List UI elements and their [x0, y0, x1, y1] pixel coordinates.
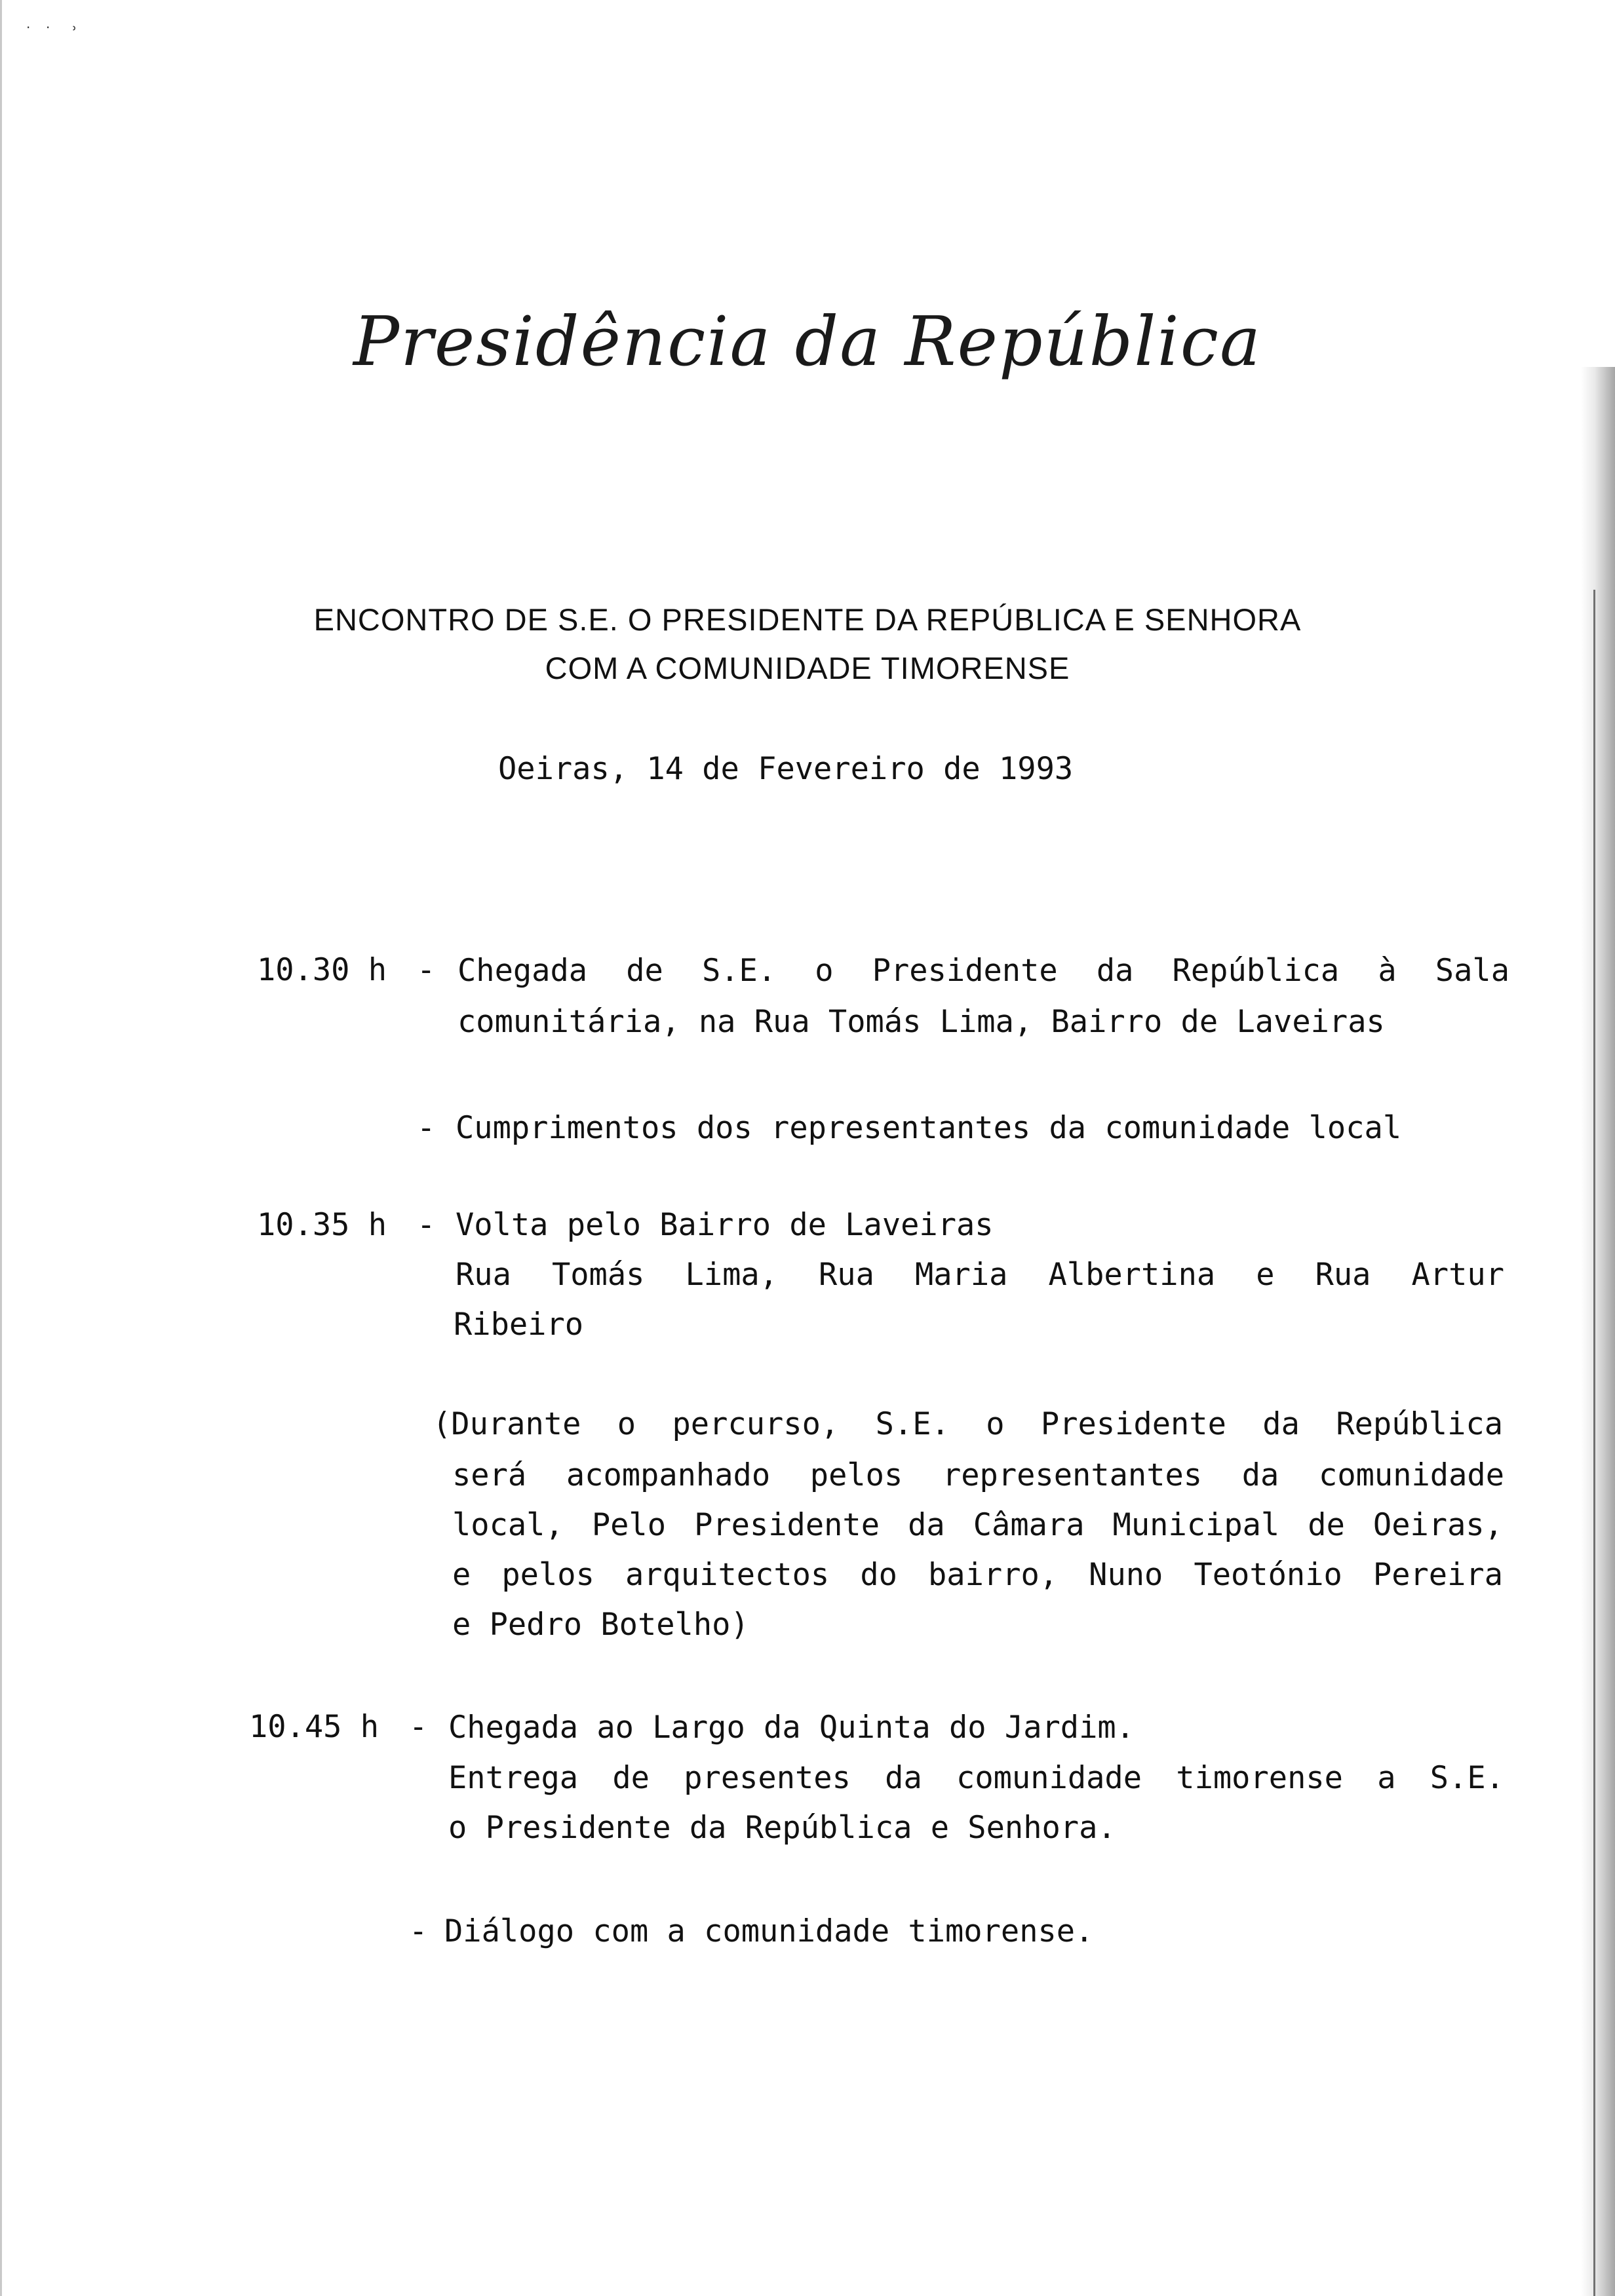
letterhead: Presidência da República — [353, 301, 1262, 381]
program-dash: - — [409, 1913, 428, 1949]
program-dash: - — [417, 1110, 436, 1146]
program-note-line: local, Pelo Presidente da Câmara Municipal de Oeiras, — [452, 1507, 1503, 1543]
program-line: Chegada de S.E. o Presidente da República à Sala — [457, 953, 1509, 989]
program-line: Entrega de presentes da comunidade timorense a S.E. — [448, 1760, 1504, 1796]
program-time: 10.35 h — [257, 1207, 387, 1243]
program-time: 10.30 h — [257, 952, 387, 988]
place-and-date: Oeiras, 14 de Fevereiro de 1993 — [498, 751, 1074, 787]
program-dash: - — [409, 1709, 428, 1745]
program-line: o Presidente da República e Senhora. — [448, 1810, 1116, 1846]
program-note-line: será acompanhado pelos representantes da comunidade — [452, 1457, 1504, 1493]
scan-speck: · — [46, 20, 50, 35]
scan-right-rule — [1593, 590, 1595, 2296]
program-line: Volta pelo Bairro de Laveiras — [456, 1207, 994, 1243]
program-line: Chegada ao Largo da Quinta do Jardim. — [448, 1710, 1135, 1746]
program-sub-line: Diálogo com a comunidade timorense. — [444, 1913, 1094, 1949]
program-dash: - — [417, 1207, 436, 1243]
scan-speck: ˒ — [72, 20, 77, 39]
document-title-line-1: ENCONTRO DE S.E. O PRESIDENTE DA REPÚBLICA E SENHORA — [313, 602, 1302, 637]
program-note-line: (Durante o percurso, S.E. o Presidente da República — [433, 1406, 1503, 1442]
program-dash: - — [417, 952, 436, 988]
program-note-line: e pelos arquitectos do bairro, Nuno Teotónio Pereira — [452, 1557, 1503, 1593]
scan-speck: · — [26, 20, 31, 35]
program-sub-line: Cumprimentos dos representantes da comunidade local — [456, 1110, 1402, 1146]
program-line: Rua Tomás Lima, Rua Maria Albertina e Rua Artur — [456, 1257, 1504, 1293]
document-title-line-2: COM A COMUNIDADE TIMORENSE — [545, 651, 1070, 685]
program-time: 10.45 h — [249, 1709, 379, 1745]
program-line: comunitária, na Rua Tomás Lima, Bairro de Laveiras — [457, 1004, 1385, 1040]
program-note-line: e Pedro Botelho) — [452, 1607, 749, 1643]
program-line: Ribeiro — [454, 1307, 584, 1343]
